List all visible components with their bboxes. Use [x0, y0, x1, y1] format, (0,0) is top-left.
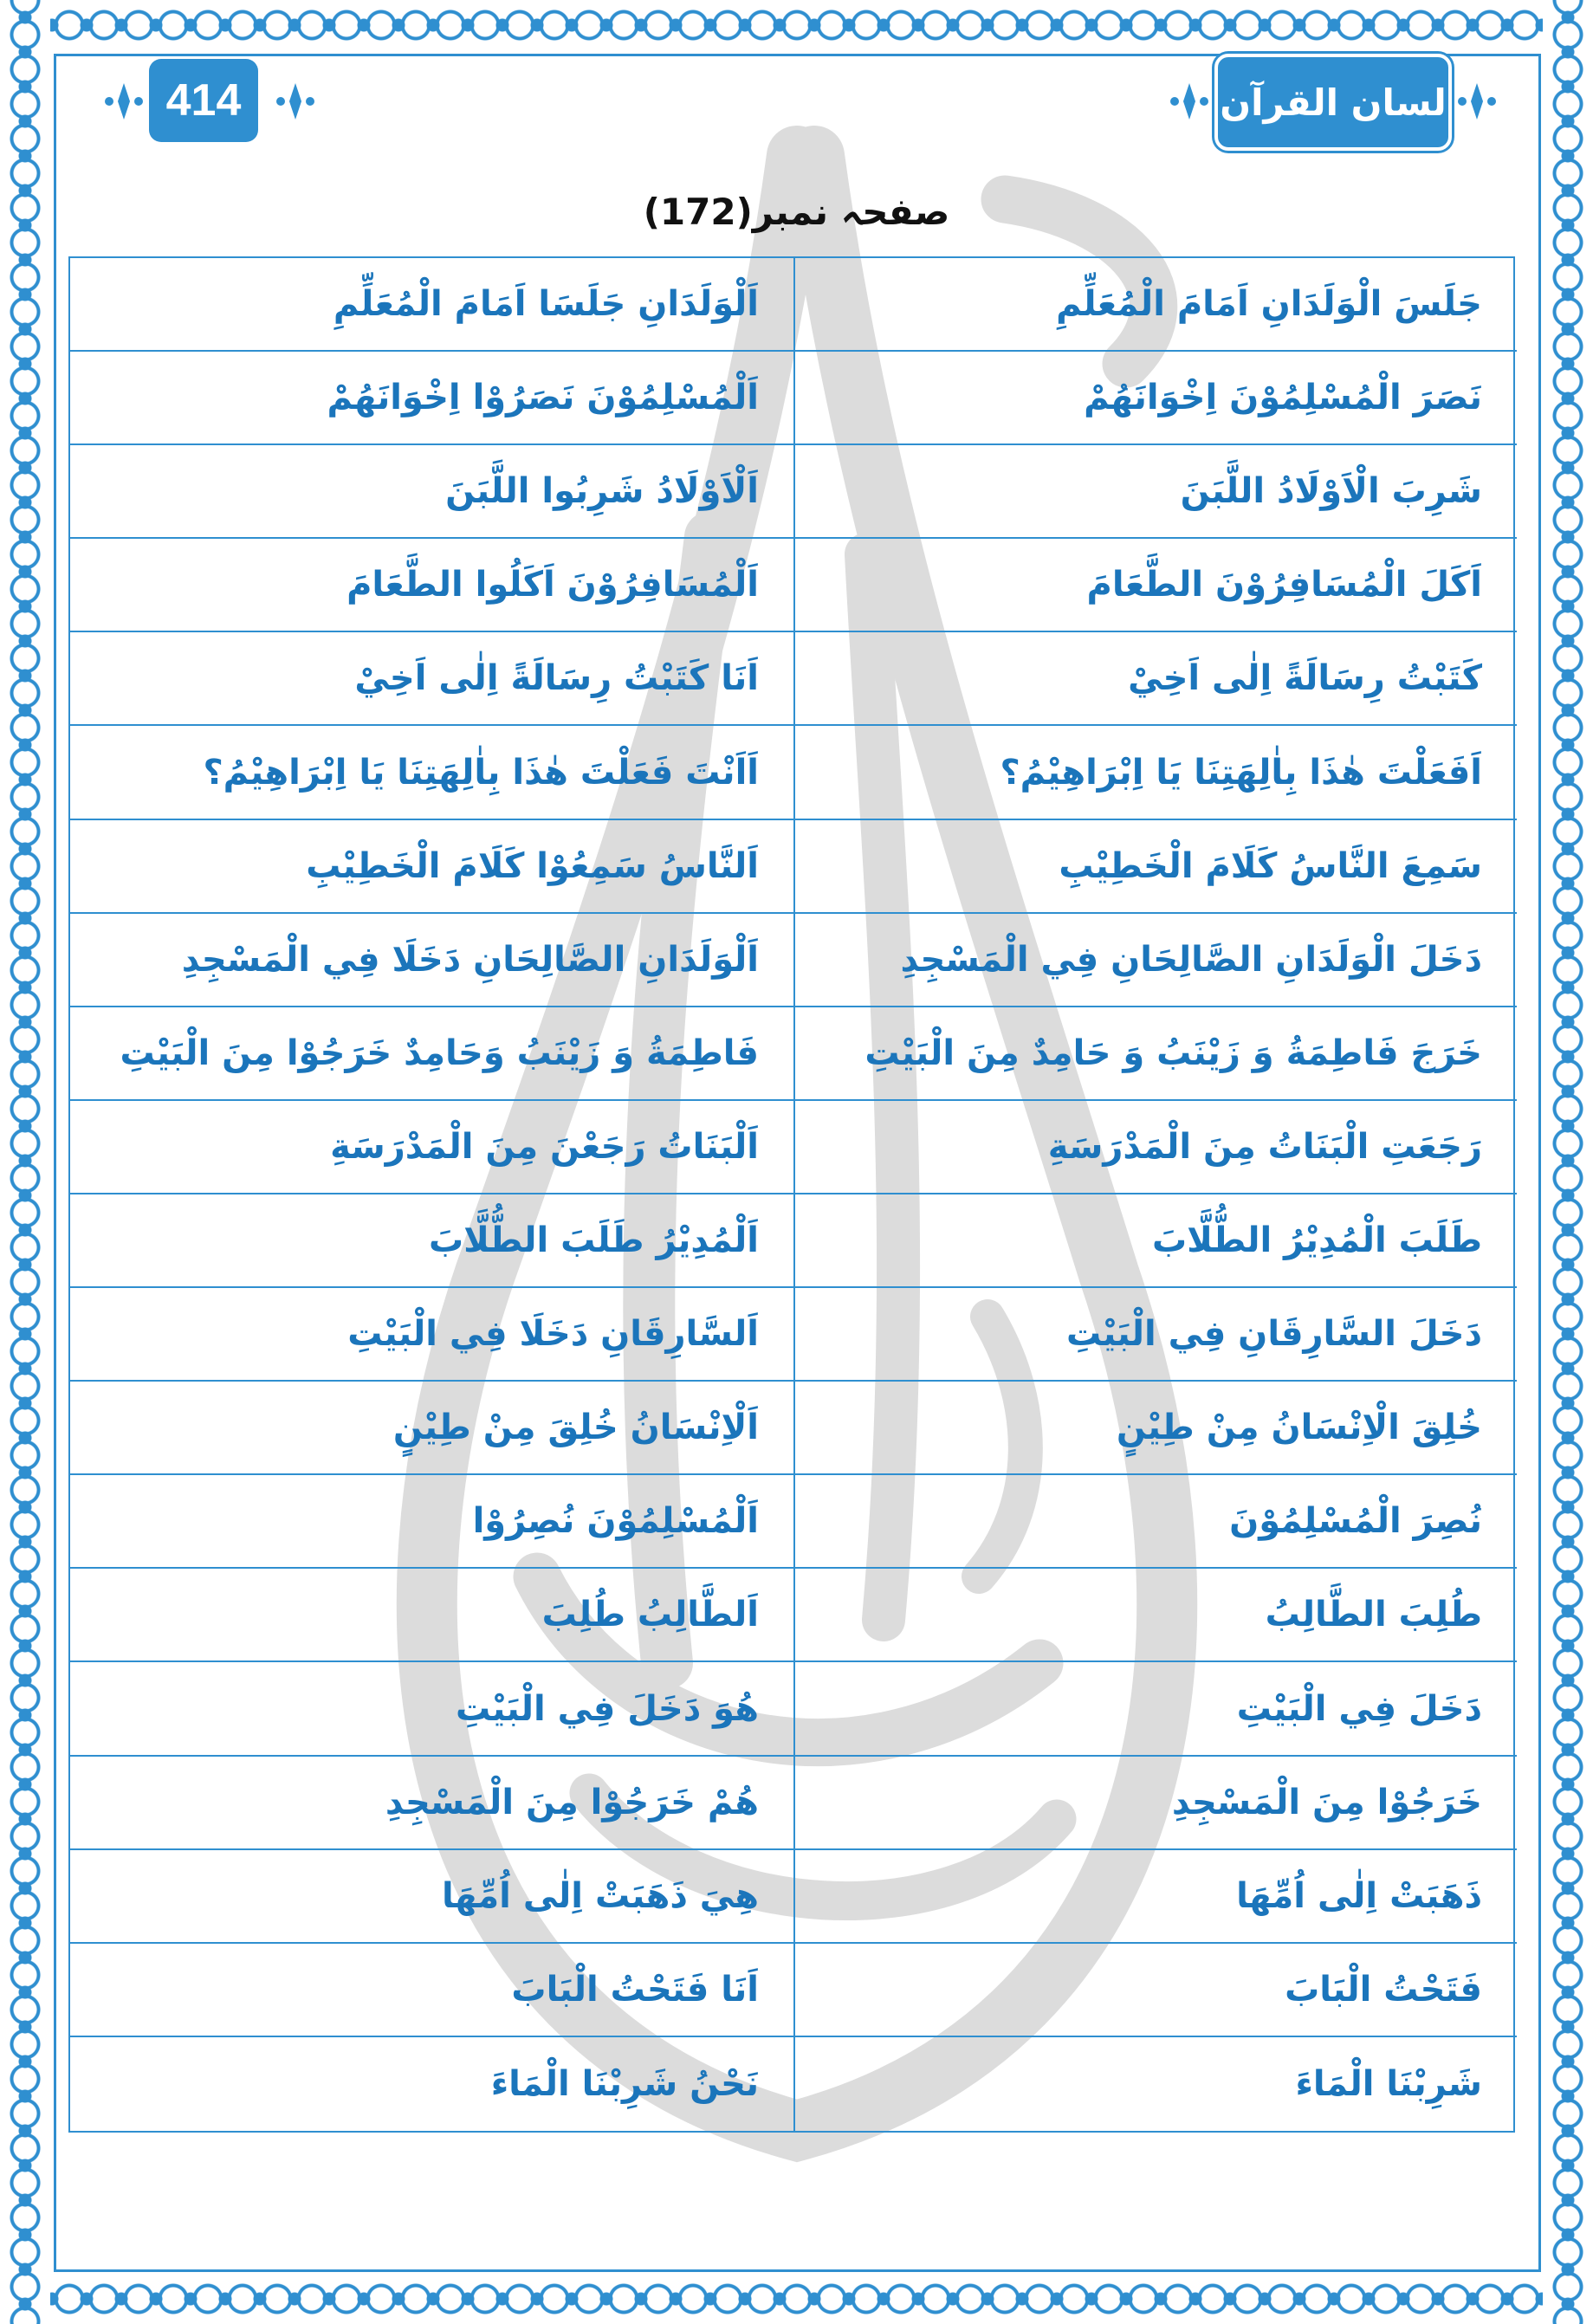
table-cell-subject-first: اَلسَّارِقَانِ دَخَلَا فِي الْبَيْتِ	[70, 1288, 793, 1382]
table-cell-verb-first: شَرِبْنَا الْمَاءَ	[793, 2037, 1517, 2131]
table-cell-subject-first: اَلْمُدِيْرُ طَلَبَ الطُّلَّابَ	[70, 1194, 793, 1288]
table-cell-verb-first: شَرِبَ الْاَوْلَادُ اللَّبَنَ	[793, 445, 1517, 539]
table-cell-subject-first: اَلنَّاسُ سَمِعُوْا كَلَامَ الْخَطِيْبِ	[70, 820, 793, 914]
table-cell-subject-first: فَاطِمَةُ وَ زَيْنَبُ وَحَامِدٌ خَرَجُوْا مِنَ الْبَيْتِ	[70, 1007, 793, 1101]
table-cell-verb-first: طَلَبَ الْمُدِيْرُ الطُّلَّابَ	[793, 1194, 1517, 1288]
border-left	[0, 0, 50, 2324]
table-cell-verb-first: سَمِعَ النَّاسُ كَلَامَ الْخَطِيْبِ	[793, 820, 1517, 914]
page-reference: صفحہ نمبر(172)	[643, 191, 950, 233]
table-cell-subject-first: اَلْمُسْلِمُوْنَ نَصَرُوْا اِخْوَانَهُمْ	[70, 352, 793, 445]
table-cell-verb-first: طُلِبَ الطَّالِبُ	[793, 1569, 1517, 1662]
table-cell-verb-first: ذَهَبَتْ اِلٰى اُمِّهَا	[793, 1850, 1517, 1944]
table-cell-verb-first: نَصَرَ الْمُسْلِمُوْنَ اِخْوَانَهُمْ	[793, 352, 1517, 445]
table-cell-verb-first: اَفَعَلْتَ هٰذَا بِاٰلِهَتِنَا يَا اِبْرَاهِيْمُ؟	[793, 726, 1517, 819]
book-title-badge: لسان القرآن	[1214, 54, 1452, 151]
table-cell-subject-first: نَحْنُ شَرِبْنَا الْمَاءَ	[490, 2063, 759, 2104]
table-cell-subject-first: اَلْمُسْلِمُوْنَ نُصِرُوْا	[70, 1475, 793, 1569]
border-right	[1543, 0, 1593, 2324]
table-cell-verb-first: دَخَلَ الْوَلَدَانِ الصَّالِحَانِ فِي الْمَسْجِدِ	[793, 914, 1517, 1007]
sentence-table	[68, 256, 1515, 2133]
table-cell-subject-first: اَاَنْتَ فَعَلْتَ هٰذَا بِاٰلِهَتِنَا يَا اِبْرَاهِيْمُ؟	[70, 726, 793, 819]
table-cell-verb-first: دَخَلَ فِي الْبَيْتِ	[793, 1662, 1517, 1756]
page-number-badge: 414	[149, 59, 258, 142]
table-cell-subject-first: اَلْوَلَدَانِ الصَّالِحَانِ دَخَلَا فِي الْمَسْجِدِ	[70, 914, 793, 1007]
table-cell-subject-first: اَلْاِنْسَانُ خُلِقَ مِنْ طِيْنٍ	[70, 1382, 793, 1475]
table-cell-verb-first: فَتَحْتُ الْبَابَ	[793, 1944, 1517, 2037]
table-cell-subject-first: اَلْوَلَدَانِ جَلَسَا اَمَامَ الْمُعَلِّمِ	[70, 258, 793, 352]
table-cell-subject-first: اَلْمُسَافِرُوْنَ اَكَلُوا الطَّعَامَ	[70, 539, 793, 632]
table-cell-subject-first: هِيَ ذَهَبَتْ اِلٰى اُمِّهَا	[70, 1850, 793, 1944]
table-cell-subject-first: هُوَ دَخَلَ فِي الْبَيْتِ	[70, 1662, 793, 1756]
table-cell-subject-first: هُمْ خَرَجُوْا مِنَ الْمَسْجِدِ	[70, 1757, 793, 1850]
ornament-icon	[1457, 81, 1497, 121]
table-cell-subject-first: اَلطَّالِبُ طُلِبَ	[70, 1569, 793, 1662]
table-cell-subject-first: اَلْاَوْلَادُ شَرِبُوا اللَّبَنَ	[70, 445, 793, 539]
border-bottom	[0, 2274, 1593, 2324]
table-cell-verb-first: كَتَبْتُ رِسَالَةً اِلٰى اَخِيْ	[793, 632, 1517, 726]
table-cell-verb-first: دَخَلَ السَّارِقَانِ فِي الْبَيْتِ	[793, 1288, 1517, 1382]
table-cell-verb-first: نُصِرَ الْمُسْلِمُوْنَ	[793, 1475, 1517, 1569]
table-cell-verb-first: خَرَجُوْا مِنَ الْمَسْجِدِ	[793, 1757, 1517, 1850]
border-top	[0, 0, 1593, 50]
ornament-icon	[104, 81, 144, 121]
ornament-icon	[1169, 81, 1209, 121]
table-cell-verb-first: جَلَسَ الْوَلَدَانِ اَمَامَ الْمُعَلِّمِ	[793, 258, 1517, 352]
ornament-icon	[275, 81, 315, 121]
table-cell-verb-first: رَجَعَتِ الْبَنَاتُ مِنَ الْمَدْرَسَةِ	[793, 1101, 1517, 1194]
table-cell-verb-first: خَرَجَ فَاطِمَةُ وَ زَيْنَبُ وَ حَامِدٌ مِنَ الْبَيْتِ	[793, 1007, 1517, 1101]
table-cell-verb-first: اَكَلَ الْمُسَافِرُوْنَ الطَّعَامَ	[793, 539, 1517, 632]
table-cell-verb-first: خُلِقَ الْاِنْسَانُ مِنْ طِيْنٍ	[793, 1382, 1517, 1475]
table-cell-subject-first: اَلْبَنَاتُ رَجَعْنَ مِنَ الْمَدْرَسَةِ	[70, 1101, 793, 1194]
table-cell-subject-first: اَنَا كَتَبْتُ رِسَالَةً اِلٰى اَخِيْ	[70, 632, 793, 726]
table-cell-subject-first: اَنَا فَتَحْتُ الْبَابَ	[70, 1944, 793, 2037]
